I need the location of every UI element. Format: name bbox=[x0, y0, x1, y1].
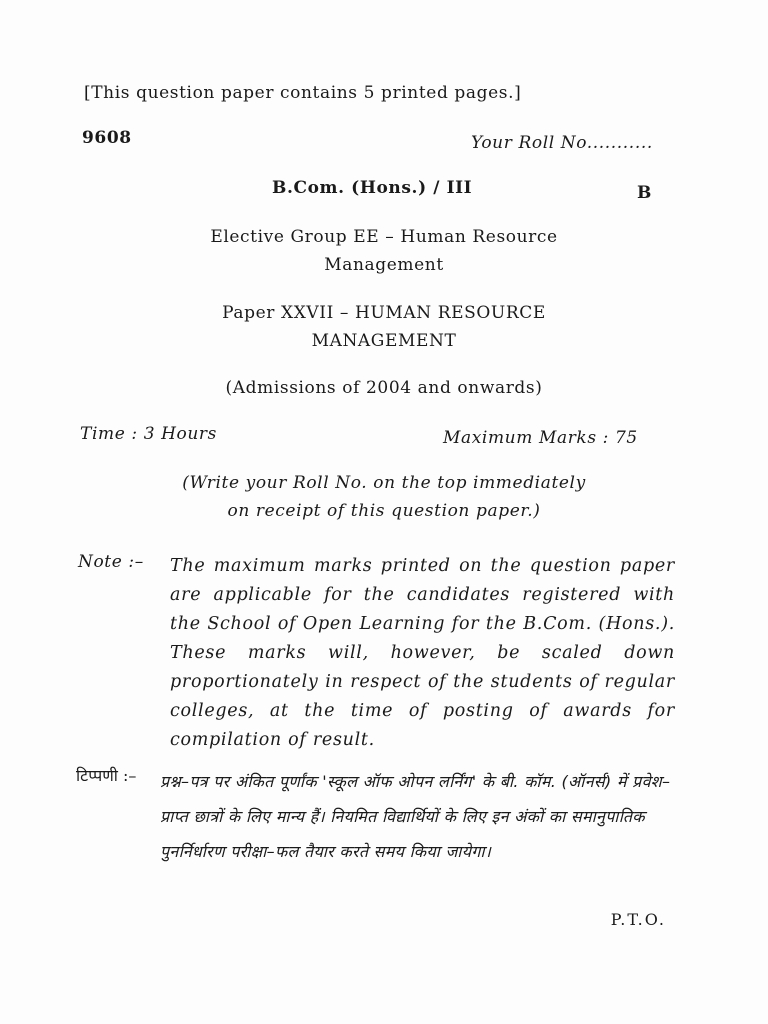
elective-group-line1: Elective Group EE – Human Resource bbox=[210, 227, 558, 247]
hindi-note-label: टिप्पणी :– bbox=[76, 766, 137, 785]
note-label: Note :– bbox=[78, 552, 144, 572]
elective-group-line2: Management bbox=[324, 255, 444, 275]
set-label: B bbox=[637, 183, 652, 203]
admissions-note: (Admissions of 2004 and onwards) bbox=[225, 378, 543, 398]
instruction-line1: (Write your Roll No. on the top immediately bbox=[182, 473, 586, 493]
pto-label: P.T.O. bbox=[610, 910, 666, 929]
note-text: The maximum marks printed on the question paper are applicable for the candidates registered with the School of Open Learning for the B.Com. (Hons.). These marks will, however, be scaled down proportionately in respect of the students of regular colleges, at the time of posting of awards for compilation of result. bbox=[170, 556, 675, 750]
paper-title-line1: Paper XXVII – HUMAN RESOURCE bbox=[222, 303, 546, 323]
paper-title-line2: MANAGEMENT bbox=[311, 331, 457, 351]
maximum-marks: Maximum Marks : 75 bbox=[443, 428, 638, 448]
roll-no-field: Your Roll No........... bbox=[471, 133, 653, 153]
hindi-note-text: प्रश्न–पत्र पर अंकित पूर्णांक 'स्कूल ऑफ ओपन लर्निंग' के बी. कॉम. (ऑनर्स) में प्रवेश–प्राप्त छात्रों के लिए मान्य हैं। नियमित विद्यार्थियों के लिए इन अंकों का समानुपातिक पुनर्निर्धारण परीक्षा–फल तैयार करते समय किया जायेगा। bbox=[160, 772, 671, 861]
instruction-line2: on receipt of this question paper.) bbox=[227, 501, 541, 521]
time-allowed: Time : 3 Hours bbox=[80, 424, 217, 444]
pages-note: [This question paper contains 5 printed pages.] bbox=[84, 83, 522, 103]
paper-code: 9608 bbox=[82, 128, 132, 148]
course-title: B.Com. (Hons.) / III bbox=[272, 178, 473, 198]
